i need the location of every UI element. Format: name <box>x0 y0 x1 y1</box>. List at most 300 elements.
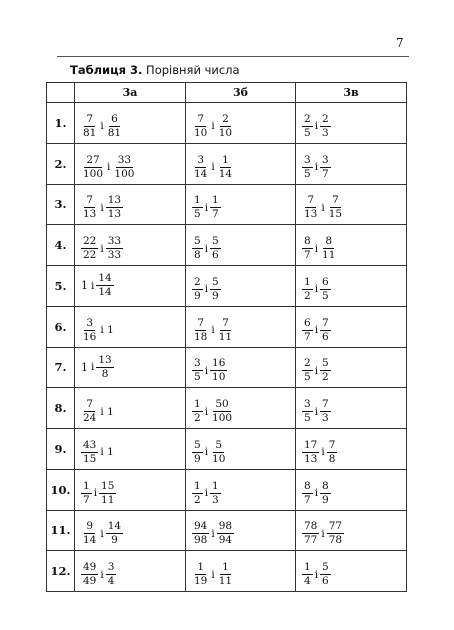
fraction <box>81 236 98 261</box>
fraction-numerator: 8 <box>302 236 313 249</box>
fraction <box>96 273 113 298</box>
fraction-numerator: 8 <box>323 236 334 249</box>
fraction-numerator: 5 <box>210 277 221 290</box>
comparison-expression <box>192 277 221 302</box>
fraction-denominator: 2 <box>194 493 201 506</box>
comparison-cell <box>186 184 296 225</box>
comparison-expression <box>302 399 331 424</box>
fraction-numerator: 5 <box>320 562 331 575</box>
caption-text: Порівняй числа <box>142 63 240 77</box>
fraction <box>192 318 209 343</box>
conjunction-text: і <box>100 242 104 255</box>
fraction-numerator: 3 <box>106 562 117 575</box>
comparison-cell <box>186 510 296 551</box>
row-number: 5. <box>47 266 75 307</box>
comparison-cell <box>296 388 407 429</box>
fraction-denominator: 9 <box>111 534 118 547</box>
fraction-numerator: 3 <box>320 155 331 168</box>
fraction-denominator: 6 <box>322 575 329 588</box>
comparison-expression <box>81 521 123 546</box>
fraction <box>192 521 209 546</box>
comparison-cell <box>75 347 186 388</box>
whole-number: 1 <box>81 279 88 293</box>
fraction-denominator: 5 <box>194 371 201 384</box>
column-header: 3а <box>75 83 186 103</box>
fraction-denominator: 14 <box>98 286 112 299</box>
conjunction-text: і <box>314 120 319 133</box>
fraction-denominator: 7 <box>83 493 90 506</box>
fraction-numerator: 6 <box>320 277 331 290</box>
table-header-row <box>47 83 407 103</box>
fraction-numerator: 1 <box>302 562 313 575</box>
fraction-numerator: 6 <box>109 114 120 127</box>
fraction-denominator: 7 <box>212 208 219 221</box>
fraction-denominator: 24 <box>83 412 97 425</box>
table-row <box>47 551 407 592</box>
fraction-numerator: 7 <box>330 195 341 208</box>
header-rule <box>57 56 409 57</box>
table-row <box>47 429 407 470</box>
fraction-numerator: 7 <box>84 195 95 208</box>
comparison-cell <box>296 347 407 388</box>
fraction <box>99 481 116 506</box>
comparison-cell <box>75 103 186 144</box>
fraction <box>210 440 227 465</box>
comparison-expression <box>81 195 123 220</box>
fraction <box>320 114 331 139</box>
fraction-numerator: 33 <box>116 155 133 168</box>
conjunction-text: і <box>204 446 209 459</box>
table-row <box>47 225 407 266</box>
fraction-denominator: 13 <box>304 452 318 465</box>
comparison-cell <box>75 225 186 266</box>
fraction-numerator: 14 <box>96 273 113 286</box>
fraction-numerator: 7 <box>220 318 231 331</box>
comparison-cell <box>186 469 296 510</box>
comparison-expression <box>81 562 116 587</box>
comparison-cell <box>75 469 186 510</box>
table-row <box>47 469 407 510</box>
comparison-expression <box>192 399 234 424</box>
fraction-numerator: 1 <box>192 399 203 412</box>
fraction-numerator: 5 <box>192 236 203 249</box>
conjunction-text: і <box>211 527 215 540</box>
fraction-numerator: 7 <box>84 399 95 412</box>
row-number: 11. <box>47 510 75 551</box>
fraction-numerator: 13 <box>96 355 113 368</box>
fraction <box>106 114 123 139</box>
fraction <box>320 562 331 587</box>
fraction-denominator: 2 <box>322 371 329 384</box>
fraction <box>327 440 338 465</box>
fraction-numerator: 6 <box>302 318 313 331</box>
comparison-expression <box>81 355 114 380</box>
comparison-cell <box>296 143 407 184</box>
comparison-cell <box>296 103 407 144</box>
row-number: 2. <box>47 143 75 184</box>
fraction <box>320 318 331 343</box>
comparison-cell <box>75 551 186 592</box>
fraction <box>302 562 313 587</box>
fraction-numerator: 5 <box>213 440 224 453</box>
fraction-denominator: 94 <box>218 534 233 547</box>
comparison-cell <box>296 306 407 347</box>
table-row <box>47 143 407 184</box>
fraction-denominator: 81 <box>107 126 122 139</box>
comparison-cell <box>296 429 407 470</box>
comparison-cell <box>186 429 296 470</box>
fraction <box>81 114 98 139</box>
fraction-numerator: 94 <box>192 521 209 534</box>
conjunction-text: і <box>100 527 104 540</box>
fraction-numerator: 3 <box>192 358 203 371</box>
conjunction-text: і <box>211 568 215 581</box>
fraction-numerator: 50 <box>213 399 230 412</box>
fraction <box>302 114 313 139</box>
fraction-denominator: 13 <box>304 208 318 221</box>
comparison-cell <box>186 225 296 266</box>
fraction-numerator: 3 <box>302 155 313 168</box>
fraction-numerator: 1 <box>210 195 221 208</box>
fraction <box>210 481 221 506</box>
conjunction-text: і 1 <box>100 324 114 337</box>
table-row <box>47 388 407 429</box>
comparison-cell <box>296 551 407 592</box>
comparison-expression <box>81 236 123 261</box>
fraction-denominator: 11 <box>322 249 336 262</box>
row-number: 4. <box>47 225 75 266</box>
conjunction-text: і <box>100 201 104 214</box>
comparison-expression <box>192 358 227 383</box>
fraction-denominator: 15 <box>83 452 97 465</box>
fraction-numerator: 1 <box>192 481 203 494</box>
fraction-numerator: 2 <box>302 358 313 371</box>
conjunction-text: і <box>314 161 319 174</box>
comparison-expression <box>81 440 116 465</box>
fraction <box>81 318 98 343</box>
row-number: 9. <box>47 429 75 470</box>
conjunction-text: і <box>204 201 209 214</box>
fraction-denominator: 100 <box>114 167 135 180</box>
row-number: 8. <box>47 388 75 429</box>
fraction-denominator: 10 <box>194 126 208 139</box>
comparison-expression <box>192 318 234 343</box>
fraction-numerator: 2 <box>302 114 313 127</box>
fraction-denominator: 3 <box>322 126 329 139</box>
comparison-expression <box>192 236 221 261</box>
fraction-denominator: 2 <box>194 412 201 425</box>
header-number-cell <box>47 83 75 103</box>
fraction-denominator: 77 <box>304 534 318 547</box>
comparison-cell <box>186 266 296 307</box>
fraction-denominator: 49 <box>83 575 97 588</box>
fraction-denominator: 9 <box>212 289 219 302</box>
conjunction-text: і <box>204 283 209 296</box>
fraction-numerator: 77 <box>327 521 344 534</box>
row-number: 12. <box>47 551 75 592</box>
page-number: 7 <box>396 36 404 50</box>
fraction <box>217 114 234 139</box>
fraction-denominator: 5 <box>304 126 311 139</box>
fraction-denominator: 10 <box>218 126 233 139</box>
comparison-expression <box>302 277 331 302</box>
fraction <box>320 236 337 261</box>
fraction <box>320 277 331 302</box>
fraction-denominator: 11 <box>218 330 233 343</box>
comparison-expression <box>81 114 123 139</box>
fraction <box>192 114 209 139</box>
fraction <box>81 155 105 180</box>
fraction <box>112 155 136 180</box>
fraction <box>192 277 203 302</box>
fraction <box>210 399 234 424</box>
fraction-denominator: 5 <box>304 371 311 384</box>
fraction-denominator: 16 <box>83 330 97 343</box>
fraction-denominator: 15 <box>328 208 343 221</box>
fraction-numerator: 7 <box>195 318 206 331</box>
fraction-numerator: 27 <box>84 155 101 168</box>
fraction <box>81 521 98 546</box>
column-header: 3б <box>186 83 296 103</box>
comparison-expression <box>192 481 221 506</box>
comparison-cell <box>75 184 186 225</box>
fraction-numerator: 1 <box>210 481 221 494</box>
row-number: 3. <box>47 184 75 225</box>
fraction <box>217 318 234 343</box>
fraction <box>192 399 203 424</box>
fraction-denominator: 8 <box>194 249 201 262</box>
fraction-numerator: 1 <box>192 195 203 208</box>
fraction-denominator: 10 <box>212 371 226 384</box>
row-number: 7. <box>47 347 75 388</box>
fraction-numerator: 2 <box>220 114 231 127</box>
fraction-denominator: 8 <box>328 452 336 465</box>
conjunction-text: і <box>321 527 325 540</box>
fraction <box>81 399 98 424</box>
whole-number: 1 <box>81 360 88 374</box>
comparison-cell <box>75 429 186 470</box>
comparison-table <box>46 82 407 592</box>
comparison-expression <box>302 440 337 465</box>
table-row <box>47 306 407 347</box>
conjunction-text: і <box>91 361 95 374</box>
fraction-denominator: 14 <box>218 167 233 180</box>
fraction-numerator: 8 <box>302 481 313 494</box>
comparison-expression <box>81 481 116 506</box>
fraction-numerator: 1 <box>195 562 206 575</box>
conjunction-text: і <box>314 242 319 255</box>
comparison-expression <box>302 155 331 180</box>
table-row <box>47 510 407 551</box>
fraction-denominator: 100 <box>83 167 104 180</box>
fraction-numerator: 7 <box>84 114 95 127</box>
conjunction-text: і <box>211 120 215 133</box>
fraction-denominator: 7 <box>304 330 311 343</box>
fraction <box>217 521 234 546</box>
conjunction-text: і <box>100 120 104 133</box>
comparison-cell <box>186 143 296 184</box>
fraction-numerator: 7 <box>305 195 316 208</box>
comparison-cell <box>186 347 296 388</box>
fraction <box>192 440 203 465</box>
comparison-cell <box>75 266 186 307</box>
fraction-denominator: 7 <box>304 249 311 262</box>
comparison-expression <box>302 114 331 139</box>
fraction-denominator: 4 <box>304 575 311 588</box>
fraction-numerator: 3 <box>302 399 313 412</box>
comparison-expression <box>302 318 331 343</box>
comparison-cell <box>296 225 407 266</box>
fraction <box>217 155 234 180</box>
comparison-cell <box>186 306 296 347</box>
fraction-denominator: 7 <box>322 167 329 180</box>
fraction-numerator: 43 <box>81 440 98 453</box>
fraction <box>106 562 117 587</box>
fraction <box>302 195 319 220</box>
comparison-cell <box>75 388 186 429</box>
fraction-numerator: 1 <box>220 562 231 575</box>
conjunction-text: і <box>91 279 95 292</box>
comparison-expression <box>302 562 331 587</box>
fraction <box>302 481 313 506</box>
fraction <box>106 236 123 261</box>
fraction <box>320 155 331 180</box>
fraction <box>192 562 209 587</box>
fraction-numerator: 3 <box>84 318 95 331</box>
fraction-denominator: 9 <box>194 289 201 302</box>
fraction <box>327 521 344 546</box>
table-row <box>47 103 407 144</box>
comparison-expression <box>192 440 227 465</box>
fraction-denominator: 11 <box>218 575 233 588</box>
fraction <box>302 358 313 383</box>
fraction <box>327 195 344 220</box>
fraction <box>302 277 313 302</box>
conjunction-text: і <box>314 283 319 296</box>
comparison-cell <box>296 184 407 225</box>
fraction <box>81 562 98 587</box>
conjunction-text: і <box>321 201 325 214</box>
fraction-denominator: 14 <box>83 534 97 547</box>
table-row <box>47 266 407 307</box>
fraction-denominator: 5 <box>322 289 329 302</box>
fraction-denominator: 14 <box>194 167 208 180</box>
conjunction-text: і <box>314 487 319 500</box>
fraction <box>302 155 313 180</box>
fraction-numerator: 7 <box>320 399 331 412</box>
column-header: 3в <box>296 83 407 103</box>
fraction <box>192 155 209 180</box>
fraction-denominator: 100 <box>212 412 233 425</box>
fraction-numerator: 49 <box>81 562 98 575</box>
fraction-numerator: 17 <box>302 440 319 453</box>
fraction-denominator: 81 <box>83 126 97 139</box>
fraction <box>320 358 331 383</box>
conjunction-text: і <box>204 364 209 377</box>
fraction-denominator: 19 <box>194 575 208 588</box>
conjunction-text: і <box>314 364 319 377</box>
conjunction-text: і <box>321 446 325 459</box>
row-number: 1. <box>47 103 75 144</box>
fraction-numerator: 33 <box>106 236 123 249</box>
conjunction-text: і <box>204 487 209 500</box>
fraction-denominator: 2 <box>304 289 311 302</box>
fraction <box>81 440 98 465</box>
fraction-denominator: 18 <box>194 330 208 343</box>
comparison-cell <box>296 469 407 510</box>
comparison-expression <box>192 195 221 220</box>
fraction <box>210 236 221 261</box>
row-number: 10. <box>47 469 75 510</box>
fraction-numerator: 14 <box>106 521 123 534</box>
comparison-expression <box>81 273 114 298</box>
fraction <box>302 521 319 546</box>
conjunction-text: і <box>314 405 319 418</box>
comparison-expression <box>192 521 234 546</box>
comparison-cell <box>186 103 296 144</box>
fraction-denominator: 78 <box>328 534 343 547</box>
fraction <box>320 399 331 424</box>
fraction-numerator: 22 <box>81 236 98 249</box>
fraction <box>192 236 203 261</box>
table-row <box>47 184 407 225</box>
table-row <box>47 347 407 388</box>
fraction <box>210 277 221 302</box>
fraction <box>302 318 313 343</box>
conjunction-text: і <box>211 324 215 337</box>
fraction-denominator: 13 <box>107 208 122 221</box>
fraction-denominator: 6 <box>212 249 219 262</box>
comparison-cell <box>75 143 186 184</box>
table-caption <box>70 63 240 77</box>
fraction-numerator: 1 <box>81 481 92 494</box>
comparison-cell <box>186 388 296 429</box>
fraction <box>81 195 98 220</box>
conjunction-text: і <box>314 324 319 337</box>
comparison-cell <box>75 306 186 347</box>
conjunction-text: і 1 <box>100 446 114 459</box>
fraction-numerator: 5 <box>210 236 221 249</box>
comparison-cell <box>296 266 407 307</box>
comparison-expression <box>302 358 331 383</box>
comparison-cell <box>186 551 296 592</box>
comparison-cell <box>75 510 186 551</box>
fraction-denominator: 8 <box>101 367 109 380</box>
comparison-expression <box>192 155 234 180</box>
comparison-expression <box>302 481 331 506</box>
comparison-expression <box>302 236 337 261</box>
comparison-expression <box>81 399 116 424</box>
fraction-numerator: 15 <box>99 481 116 494</box>
fraction-denominator: 4 <box>107 575 115 588</box>
comparison-expression <box>302 195 344 220</box>
fraction <box>210 358 227 383</box>
conjunction-text: і <box>211 161 215 174</box>
fraction-numerator: 5 <box>320 358 331 371</box>
fraction <box>302 236 313 261</box>
comparison-expression <box>192 562 234 587</box>
fraction-denominator: 98 <box>194 534 208 547</box>
fraction <box>320 481 331 506</box>
conjunction-text: і <box>314 568 319 581</box>
fraction-numerator: 78 <box>302 521 319 534</box>
fraction-denominator: 33 <box>107 249 122 262</box>
fraction <box>81 481 92 506</box>
fraction-numerator: 1 <box>220 155 231 168</box>
fraction-denominator: 5 <box>194 208 201 221</box>
comparison-expression <box>81 318 116 343</box>
fraction <box>192 358 203 383</box>
